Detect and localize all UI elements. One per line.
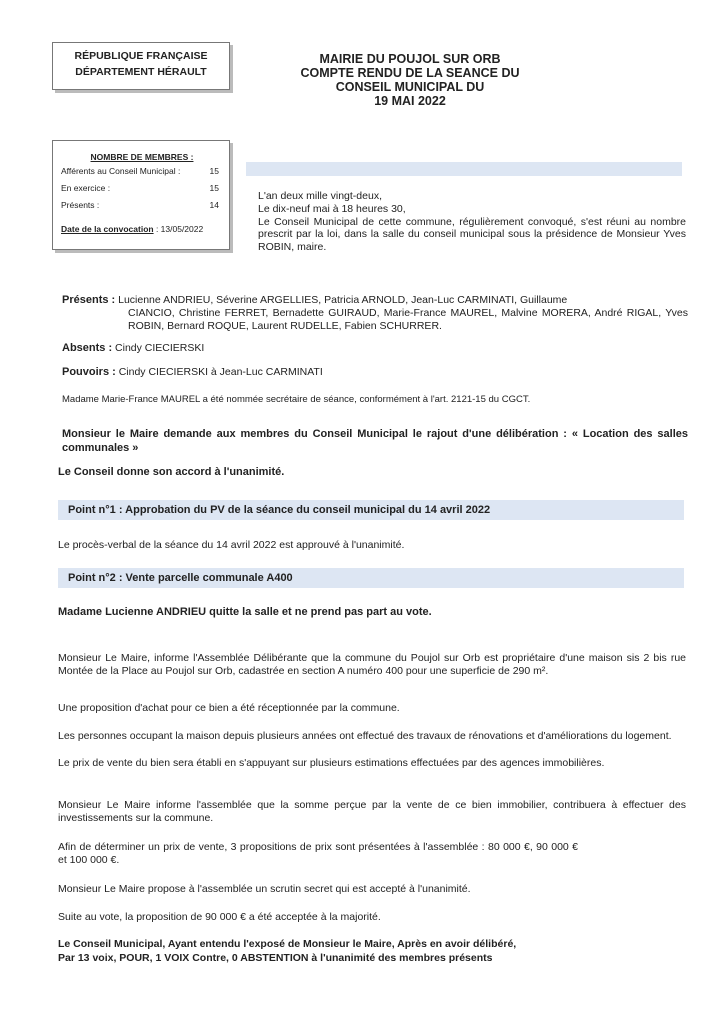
point2-paragraph-6: Afin de déterminer un prix de vente, 3 propositions de prix sont présentées à l'assemblée : 80 000 €, 90 000 € et 100 000 €.: [58, 841, 578, 866]
title-line-3: CONSEIL MUNICIPAL DU: [335, 80, 485, 94]
absents-label: Absents :: [62, 342, 113, 354]
members-heading: NOMBRE DE MEMBRES :: [90, 152, 194, 162]
members-row-value: 14: [209, 200, 219, 210]
title-line-1: MAIRIE DU POUJOL SUR ORB: [319, 52, 501, 66]
point2-paragraph-5: Monsieur Le Maire informe l'assemblée que la somme perçue par la vente de ce bien immobilier, contribuera à effectuer des investissements sur la commune.: [58, 799, 686, 824]
accord-text: Le Conseil donne son accord à l'unanimité.: [58, 466, 285, 478]
members-row-label: Afférents au Conseil Municipal :: [61, 166, 181, 176]
header-band: [246, 162, 682, 176]
title-line-4: 19 MAI 2022: [374, 94, 446, 108]
point2-paragraph-7: Monsieur Le Maire propose à l'assemblée un scrutin secret qui est accepté à l'unanimité.: [58, 883, 471, 895]
departement-label: DÉPARTEMENT HÉRAULT: [75, 66, 207, 78]
intro-line-2: Le dix-neuf mai à 18 heures 30,: [258, 202, 406, 215]
point2-paragraph-4: Le prix de vente du bien sera établi en s'appuyant sur plusieurs estimations effectuées par des agences immobilières.: [58, 757, 605, 769]
members-row-value: 15: [209, 183, 219, 193]
title-line-2: COMPTE RENDU DE LA SEANCE DU: [300, 66, 520, 80]
members-box: [52, 140, 230, 250]
conclusion-line-1: Le Conseil Municipal, Ayant entendu l'exposé de Monsieur le Maire, Après en avoir délibéré,: [58, 938, 517, 950]
republique-box: [52, 42, 230, 90]
members-row: [61, 180, 223, 197]
point1-text: Le procès-verbal de la séance du 14 avril 2022 est approuvé à l'unanimité.: [58, 539, 405, 551]
rajout-text: Monsieur le Maire demande aux membres du Conseil Municipal le rajout d'une délibération : « Location des salles communales »: [62, 428, 688, 454]
absents-line: [62, 342, 682, 355]
convocation-date: [61, 221, 223, 238]
intro-line-3: Le Conseil Municipal de cette commune, régulièrement convoqué, s'est réuni au nombre prescrit par la loi, dans la salle du conseil municipal sous la présidence de Monsieur Yves ROBIN, maire.: [258, 215, 686, 254]
intro-text: [258, 190, 686, 254]
pouvoirs-label: Pouvoirs :: [62, 366, 116, 378]
point2-paragraph-2: Une proposition d'achat pour ce bien a été réceptionnée par la commune.: [58, 702, 400, 714]
intro-line-1: L'an deux mille vingt-deux,: [258, 190, 382, 202]
point1-band: [58, 500, 684, 520]
document-title: [260, 52, 560, 108]
presents-section: [62, 294, 688, 333]
convocation-label: Date de la convocation: [61, 224, 154, 234]
presents-label: Présents :: [62, 294, 116, 306]
pouvoirs-line: [62, 366, 682, 379]
point2-paragraph-8: Suite au vote, la proposition de 90 000 € a été acceptée à la majorité.: [58, 911, 381, 923]
absents-value: Cindy CIECIERSKI: [112, 342, 205, 354]
conclusion-line-2: Par 13 voix, POUR, 1 VOIX Contre, 0 ABSTENTION à l'unanimité des membres présents: [58, 952, 493, 964]
presents-first-line: Lucienne ANDRIEU, Séverine ARGELLIES, Patricia ARNOLD, Jean-Luc CARMINATI, Guillaume: [115, 294, 568, 306]
point2-band: [58, 568, 684, 588]
secretaire-line: Madame Marie-France MAUREL a été nommée secrétaire de séance, conformément à l'art. 2121-15 du CGCT.: [62, 394, 531, 405]
point2-quitte: Madame Lucienne ANDRIEU quitte la salle et ne prend pas part au vote.: [58, 606, 432, 618]
members-row-value: 15: [209, 166, 219, 176]
members-row-label: En exercice :: [61, 183, 111, 193]
presents-rest: CIANCIO, Christine FERRET, Bernadette GUIRAUD, Marie-France MAUREL, Malvine MORERA, André RIGAL, Yves ROBIN, Bernard ROQUE, Laurent RUDELLE, Fabien SCHURRER.: [128, 307, 688, 332]
point2-title: Point n°2 : Vente parcelle communale A400: [68, 572, 293, 584]
convocation-value: : 13/05/2022: [153, 224, 204, 234]
point2-paragraph-3: Les personnes occupant la maison depuis plusieurs années ont effectué des travaux de rénovations et d'améliorations du logement.: [58, 730, 672, 742]
members-row: [61, 197, 223, 214]
pouvoirs-value: Cindy CIECIERSKI à Jean-Luc CARMINATI: [115, 366, 323, 378]
members-row: [61, 163, 223, 180]
republique-label: RÉPUBLIQUE FRANÇAISE: [74, 50, 208, 62]
point2-paragraph-1: Monsieur Le Maire, informe l'Assemblée Délibérante que la commune du Poujol sur Orb est propriétaire d'une maison sis 2 bis rue Montée de la Place au Poujol sur Orb, cadastrée en section A numéro 400 pour une superficie de 290 m².: [58, 652, 686, 677]
point1-title: Point n°1 : Approbation du PV de la séance du conseil municipal du 14 avril 2022: [68, 504, 491, 516]
members-row-label: Présents :: [61, 200, 100, 210]
